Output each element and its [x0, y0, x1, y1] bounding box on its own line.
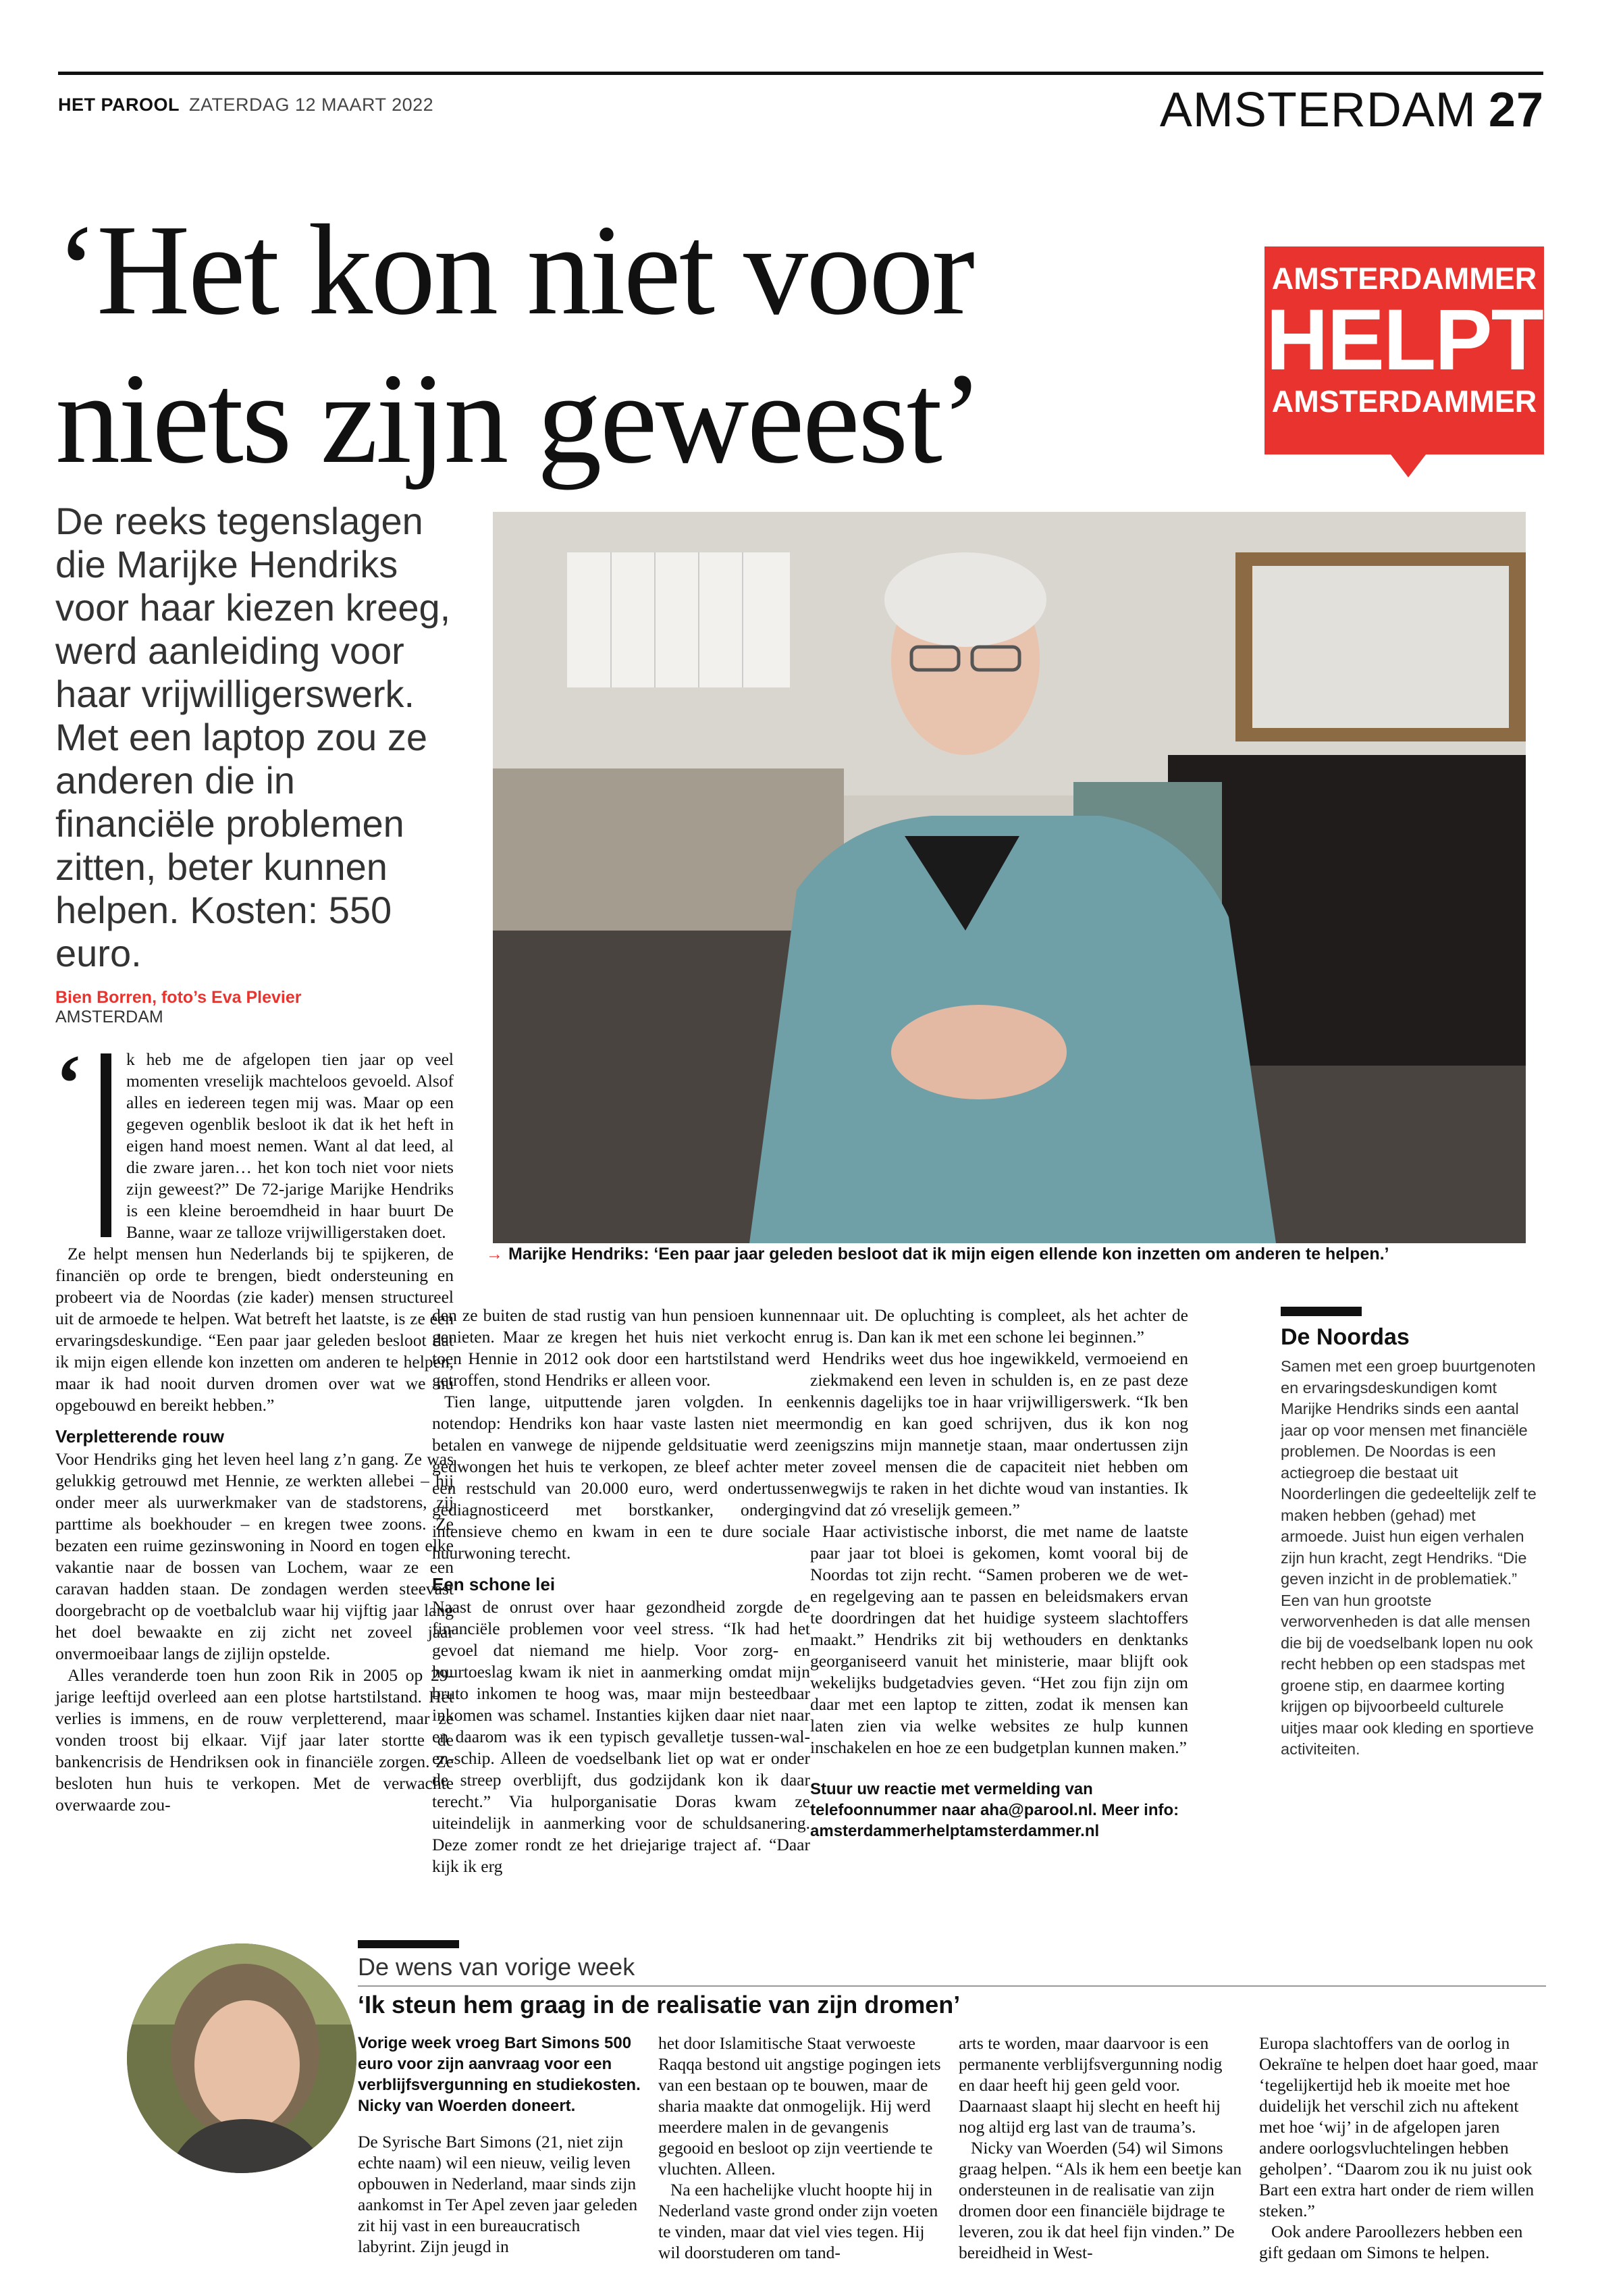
photo-illustration [493, 512, 1526, 1243]
sidebar-bar [1281, 1307, 1362, 1316]
dropcap: ‘ [55, 1038, 82, 1128]
caption-text: Marijke Hendriks: ‘Een paar jaar geleden besloot dat ik mijn eigen ellende kon inzetten om anderen te helpen.’ [508, 1245, 1389, 1263]
headline-line-2: niets zijn geweest’ [55, 346, 982, 490]
wish-paragraph: arts te worden, maar daarvoor is een permanente verblijfsvergunning nodig en daar heeft hij geen geld voor. Daarnaast slaapt hij slecht en heeft hij nog altijd erg last van de trauma’s. [959, 2033, 1223, 2137]
wish-column-2 [658, 2033, 942, 2263]
badge-pointer [1391, 454, 1426, 477]
photo-caption [486, 1245, 1389, 1264]
article-paragraph: Haar activistische inborst, die met name de laatste paar jaar tot bloei is gekomen, komt vooral bij de Noordas tot zijn recht. “Samen proberen we de wet- en regelgeving aan te passen en beleidsmakers ervan te doordringen dat het huidige systeem slachtoffers maakt.” Hendriks zit bij wethouders en denktanks georganiseerd vanuit het ministerie, maar blijft ook wekelijks budgetadvies geven. “Het zou fijn zijn om daar met een laptop te zitten, zodat ik mensen kan laten zien via welke websites ze hulp kunnen inschakelen en hoe ze een budgetplan kunnen maken.” [810, 1521, 1188, 1757]
wish-label: De wens van vorige week [358, 1953, 635, 1981]
article-paragraph: Alles veranderde toen hun zoon Rik in 2005 op 29-jarige leeftijd overleed aan een plotse hartstilstand. Het verlies is immens, en de rouw verpletterend, maar ze vonden troost bij elkaar. Vijf jaar later stortte de bankencrisis de Hendriksen ook in financiële zorgen. Ze besloten hun huis te verkopen. Met de verwachte overwaarde zou- [55, 1665, 454, 1815]
wish-column-1 [358, 2033, 641, 2257]
sidebar-title: De Noordas [1281, 1324, 1410, 1350]
page-number: 27 [1488, 83, 1544, 137]
article-paragraph: Tien lange, uitputtende jaren volgden. In een notendop: Hendriks kon haar vaste lasten niet meer betalen en vanwege de nijpende geldsituatie werd ze gedwongen het huis te verkopen, ze bleef achter met een restschuld van 20.000 euro, werd ondertussen gediagnosticeerd met borstkanker, onderging intensieve chemo en kwam in een te dure sociale huurwoning terecht. [432, 1392, 810, 1563]
article-paragraph: Voor Hendriks ging het leven heel lang z’n gang. Ze was gelukkig getrouwd met Hennie, ze werkten allebei – hij onder meer als uurwerkmaker van de stadstorens, zij parttime als boekhouder – en kregen twee zoons. Ze bezaten een ruime gezinswoning in Noord en togen elke vakantie naar de bossen van Lochem, waar ze een caravan hadden staan. De zondagen werden steevast doorgebracht op de voetbalclub waar hij vijftig jaar lang het doel bewaakte en zij zicht net zoveel jaar onvermoeibaar langs de zijlijn opstelde. [55, 1449, 454, 1663]
arrow-right-icon: → [486, 1245, 503, 1263]
sidebar-text: Samen met een groep buurtgenoten en ervaringsdeskundigen komt Marijke Hendriks sinds een aantal jaar op voor mensen met financiële problemen. De Noordas is een actiegroep die bestaat uit Noorderlingen die gedeeltelijk zelf te maken hebben (gehad) met armoede. Juist hun eigen verhalen zijn hun kracht, zegt Hendriks. “Die geven inzicht in de problematiek.” Een van hun grootste verworvenheden is dat alle mensen die bij de voedselbank lopen nu ook recht hebben op een stadspas met groene stip, en daarmee korting krijgen op bijvoorbeeld culturele uitjes maar ook kleding en sportieve activiteiten. [1281, 1357, 1537, 1758]
article-paragraph: Ze helpt mensen hun Nederlands bij te spijkeren, de financiën op orde te brengen, biedt ondersteuning en probeert via de Noordas (zie kader) mensen structureel uit de armoede te helpen. Wat betreft het laatste, is ze een ervaringsdeskundige. “Een paar jaar geleden besloot dat ik mijn eigen ellende kon inzetten om anderen te helpen, maar ik had nooit durven dromen over wat we nu opgebouwd en bereikt hebben.” [55, 1244, 454, 1415]
main-photo [493, 512, 1526, 1243]
paper-name: HET PAROOL [58, 95, 180, 115]
wish-lead: Vorige week vroeg Bart Simons 500 euro voor zijn aanvraag voor een verblijfsvergunning en studiekosten. Nicky van Woerden doneert. [358, 2034, 641, 2115]
byline-author: Bien Borren, foto’s Eva Plevier [55, 988, 302, 1007]
article-paragraph: Naast de onrust over haar gezondheid zorgde de financiële problemen voor veel stress. “Ik had het gevoel dat niemand me hielp. Voor zorg- en huurtoeslag kwam ik niet in aanmerking omdat mijn bruto inkomen te hoog was, maar mijn besteedbaar inkomen was schamel. Instanties kijken daar niet naar en daarom was ik een typisch gevalletje tussen-wal-en-schip. Alleen de voedselbank liet op wat er onder de streep overblijft, dus godzijdank kon ik daar terecht.” Via hulporganisatie Doras kwam ze uiteindelijk in aanmerking voor de schuldsanering. Deze zomer rondt ze het driejarige traject af. “Daar kijk ik erg [432, 1597, 810, 1876]
wish-rule [358, 1985, 1546, 1987]
wish-paragraph: Europa slachtoffers van de oorlog in Oekraïne te helpen doet haar goed, maar ‘tegelijkertijd heb ik moeite met hoe duidelijk het verschil zich nu aftekent met hoe ‘wij’ in de afgelopen jaren andere oorlogsvluchtelingen hebben geholpen’. “Daarom zou ik nu juist ook Bart een extra hart onder de riem willen steken.” [1259, 2033, 1538, 2220]
wish-bar-block [358, 1940, 459, 1948]
headline [55, 196, 1203, 493]
wish-paragraph: De Syrische Bart Simons (21, niet zijn echte naam) wil een nieuw, veilig leven opbouwen in Nederland, maar sinds zijn aankomst in Ter Apel zeven jaar geleden zit hij vast in een bureaucratisch labyrint. Zijn jeugd in [358, 2132, 638, 2256]
wish-bar [358, 1940, 1546, 1948]
wish-column-3 [959, 2033, 1242, 2263]
noordas-sidebar [1281, 1307, 1544, 1760]
article-paragraph: k heb me de afgelopen tien jaar op veel momenten vreselijk machteloos gevoeld. Alsof alles en iedereen tegen mij was. Maar op een gegeven ogenblik besloot ik dat ik het heft in eigen hand moest nemen. Want al dat leed, al die zware jaren… het kon toch niet voor niets zijn geweest?” De 72-jarige Marijke Hendriks is een kleine beroemdheid in haar buurt De Banne, waar ze talloze vrijwilligerstaken doet. [126, 1049, 454, 1242]
section-header [1160, 82, 1544, 138]
subheading: Een schone lei [432, 1574, 556, 1594]
headline-line-1: ‘Het kon niet voor [55, 198, 973, 342]
portrait-photo [127, 1943, 356, 2173]
top-rule [58, 72, 1543, 75]
article-paragraph: Hendriks weet dus hoe ingewikkeld, vermoeiend en ziekmakend een leven in schulden is, en ze past deze kennis dagelijks toe in haar vrijwilligerswerk. “Ik ben mondig en kan goed schrijven, dus ik kon nog enigszins mijn mannetje staan, maar ondertussen zijn er zoveel mensen die de capaciteit niet hebben om wegwijs te raken in het dichte woud van instanties. Ik vind dat zó vreselijk gemeen.” [810, 1349, 1188, 1519]
badge-bottom: AMSTERDAMMER [1271, 384, 1537, 419]
amsterdammer-helpt-badge [1264, 246, 1544, 454]
call-to-action: Stuur uw reactie met vermelding van telefoonnummer naar aha@parool.nl. Meer info: amsterdammerhelptamsterdammer.nl [810, 1780, 1179, 1840]
wish-paragraph: het door Islamitische Staat verwoeste Raqqa bestond uit angstige pogingen iets van een bestaan op te bouwen, maar de sharia maakte dat onmogelijk. Hij werd meerdere malen in de gevangenis gegooid en besloot op zijn veertiende te vluchten. Alleen. [658, 2033, 941, 2178]
wish-paragraph: Nicky van Woerden (54) wil Simons graag helpen. “Als ik hem een beetje kan ondersteunen in de realisatie van zijn dromen door een financiële bijdrage te leveren, zou ik dat heel fijn vinden.” De bereidheid in West- [959, 2138, 1242, 2262]
badge-top: AMSTERDAMMER [1271, 261, 1537, 296]
section-name: AMSTERDAM [1159, 83, 1476, 137]
subheading: Verpletterende rouw [55, 1426, 224, 1446]
intro-text: De reeks tegenslagen die Marijke Hendriks voor haar kiezen kreeg, werd aanleiding voor haar vrijwilligerswerk. Met een laptop zou ze anderen die in financiële problemen zitten, beter kunnen helpen. Kosten: 550 euro. [55, 500, 451, 974]
article-column-3 [810, 1305, 1188, 1842]
wish-title: ‘Ik steun hem graag in de realisatie van zijn dromen’ [358, 1991, 961, 2018]
wish-paragraph: Ook andere Paroollezers hebben een gift gedaan om Simons te helpen. [1259, 2222, 1523, 2262]
issue-date: ZATERDAG 12 MAART 2022 [189, 95, 434, 115]
masthead [58, 95, 433, 115]
article-column-1 [55, 1038, 454, 1816]
wish-column-4 [1259, 2033, 1544, 2263]
wish-paragraph: Na een hachelijke vlucht hoopte hij in Nederland vaste grond onder zijn voeten te vinden, maar dat viel vies tegen. Hij wil doorstuderen om tand- [658, 2180, 938, 2262]
byline [55, 988, 301, 1027]
badge-middle: HELPT [1266, 292, 1543, 388]
article-paragraph: naar uit. De opluchting is compleet, als het achter de rug is. Dan kan ik met een schone lei beginnen.” [810, 1305, 1188, 1347]
portrait-illustration [127, 1943, 356, 2173]
article-column-2 [432, 1305, 810, 1877]
byline-place: AMSTERDAM [55, 1008, 163, 1026]
article-paragraph: den ze buiten de stad rustig van hun pensioen kunnen genieten. Maar ze kregen het huis niet verkocht en toen Hennie in 2012 ook door een hartstilstand werd getroffen, stond Hendriks er alleen voor. [432, 1305, 810, 1390]
